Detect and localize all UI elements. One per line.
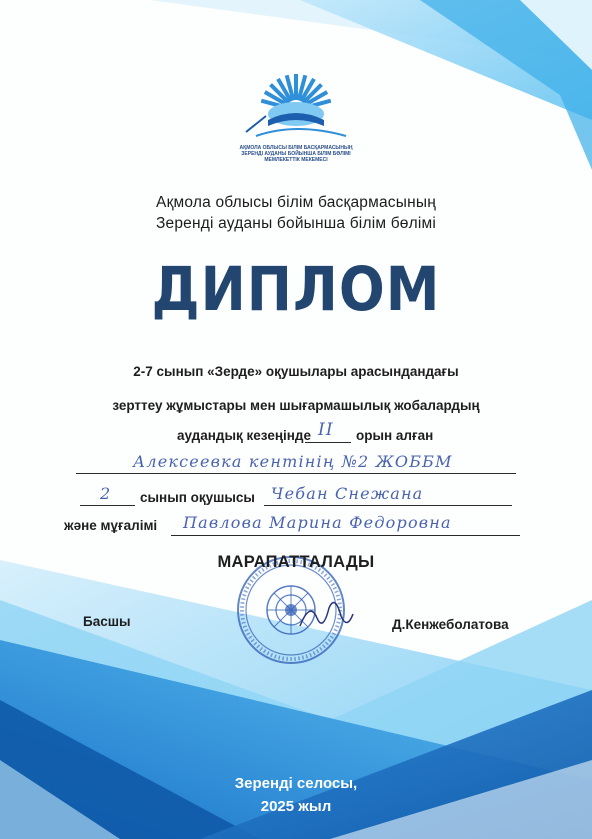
grade-label: сынып оқушысы (140, 490, 255, 505)
footer-line-2: 2025 жыл (260, 798, 332, 815)
place-underline (305, 442, 351, 443)
signature-name: Д.Кенжеболатова (392, 617, 509, 632)
place-handwritten: II (318, 420, 334, 440)
body-line-3-prefix: аудандық кезеңінде (177, 428, 311, 443)
teacher-label: және мұғалімі (64, 518, 158, 533)
document-title: ДИПЛОМ (151, 254, 441, 325)
awarded-label: МАРАПАТТАЛАДЫ (217, 553, 375, 571)
issuer-line-1: Ақмола облысы білім басқармасының (156, 194, 436, 211)
footer-line-1: Зеренді селосы, (234, 775, 358, 792)
logo-text-2: ЗЕРЕНДІ АУДАНЫ БОЙЫНША БІЛІМ БӨЛІМІ (241, 151, 351, 157)
teacher-handwritten: Павлова Марина Федоровна (183, 513, 452, 532)
logo-emblem-icon (226, 70, 366, 140)
student-underline (264, 505, 512, 506)
body-line-1: 2-7 сынып «Зерде» оқушылары арасындандағы (133, 364, 459, 379)
issuer-line-2: Зеренді ауданы бойынша білім бөлімі (155, 215, 436, 232)
teacher-underline (171, 535, 520, 536)
signature-scribble (295, 596, 355, 636)
logo (226, 70, 366, 165)
grade-handwritten: 2 (100, 484, 112, 503)
student-handwritten: Чебан Снежана (271, 484, 424, 503)
logo-text-1: АҚМОЛА ОБЛЫСЫ БІЛІМ БАСҚАРМАСЫНЫҢ (239, 145, 353, 151)
school-underline (76, 473, 516, 474)
signature-role: Басшы (83, 614, 131, 629)
body-line-2: зерттеу жұмыстары мен шығармашылық жобалардың (112, 398, 480, 413)
body-line-3-suffix: орын алған (356, 428, 434, 443)
grade-underline (80, 505, 135, 506)
school-handwritten: Алексеевка кентінің №2 ЖОББМ (133, 452, 453, 471)
logo-text-3: МЕМЛЕКЕТТІК МЕКЕМЕСІ (264, 157, 328, 163)
